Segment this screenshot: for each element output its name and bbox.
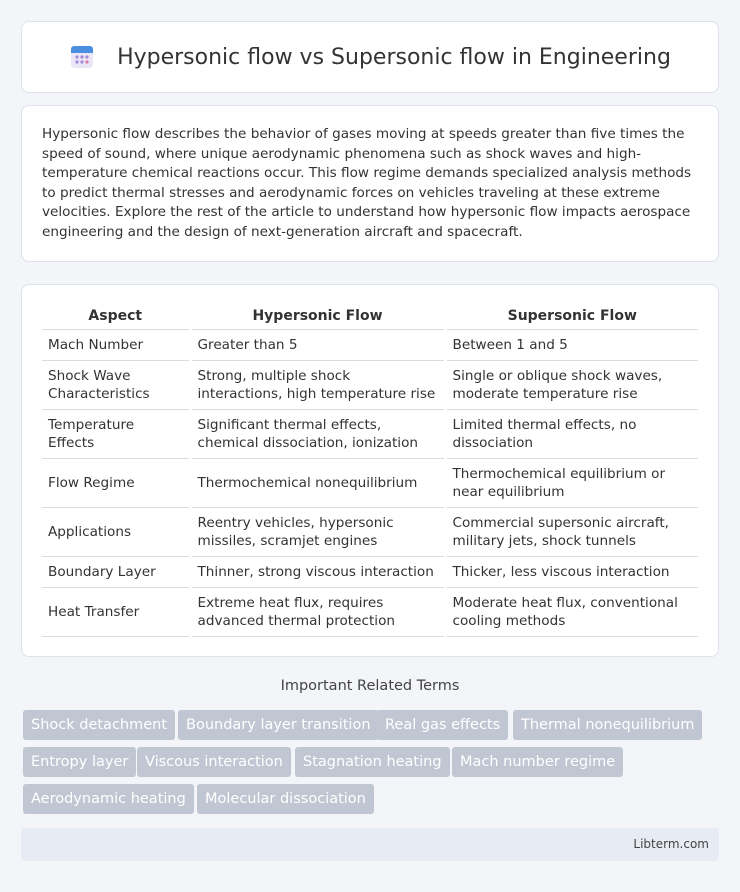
table-cell: Between 1 and 5 (445, 329, 698, 360)
intro-paragraph: Hypersonic flow describes the behavior of gases moving at speeds greater than five times the speed of sound, where unique aerodynamic phenomena such as shock waves and high-temperature chemical reactions occur. This flow regime demands specialized analysis methods to predict thermal stresses and aerodynamic forces on vehicles traveling at these extreme velocities. Explore the rest of the article to understand how hypersonic flow impacts aerospace engineering and the design of next-generation aircraft and spacecraft. (42, 126, 692, 240)
intro-card (21, 105, 719, 262)
term-tag[interactable]: Stagnation heating (295, 747, 450, 777)
table-row (42, 556, 698, 587)
table-cell: Reentry vehicles, hypersonic missiles, scramjet engines (190, 507, 445, 556)
term-tag[interactable]: Entropy layer (23, 747, 136, 777)
table-cell: Strong, multiple shock interactions, high temperature rise (190, 360, 445, 409)
footer (21, 828, 719, 861)
table-cell: Significant thermal effects, chemical dissociation, ionization (190, 409, 445, 458)
table-cell: Shock Wave Characteristics (42, 360, 190, 409)
term-tag[interactable]: Viscous interaction (137, 747, 291, 777)
table-cell: Extreme heat flux, requires advanced thermal protection (190, 587, 445, 636)
term-tag[interactable]: Molecular dissociation (197, 784, 374, 814)
table-header-aspect: Aspect (42, 305, 190, 329)
table-header-hypersonic: Hypersonic Flow (190, 305, 445, 329)
table-cell: Thinner, strong viscous interaction (190, 556, 445, 587)
table-cell: Mach Number (42, 329, 190, 360)
footer-site-link[interactable]: Libterm.com (633, 837, 709, 851)
table-cell: Commercial supersonic aircraft, military jets, shock tunnels (445, 507, 698, 556)
related-terms-title: Important Related Terms (280, 678, 460, 694)
calculator-icon (69, 44, 95, 70)
table-cell: Greater than 5 (190, 329, 445, 360)
term-tag[interactable]: Thermal nonequilibrium (513, 710, 702, 740)
table-cell: Applications (42, 507, 190, 556)
table-row (42, 587, 698, 636)
table-cell: Limited thermal effects, no dissociation (445, 409, 698, 458)
table-row (42, 507, 698, 556)
table-row (42, 360, 698, 409)
table-cell: Flow Regime (42, 458, 190, 507)
table-row (42, 329, 698, 360)
term-tag[interactable]: Shock detachment (23, 710, 175, 740)
table-cell: Temperature Effects (42, 409, 190, 458)
term-tag[interactable]: Boundary layer transition (178, 710, 379, 740)
table-cell: Thermochemical equilibrium or near equilibrium (445, 458, 698, 507)
table-header-supersonic: Supersonic Flow (445, 305, 698, 329)
table-cell: Thicker, less viscous interaction (445, 556, 698, 587)
table-cell: Thermochemical nonequilibrium (190, 458, 445, 507)
term-tag[interactable]: Real gas effects (377, 710, 508, 740)
table-cell: Heat Transfer (42, 587, 190, 636)
table-row (42, 409, 698, 458)
header-card (21, 21, 719, 93)
table-row (42, 458, 698, 507)
page-title: Hypersonic flow vs Supersonic flow in Engineering (117, 44, 671, 70)
table-cell: Boundary Layer (42, 556, 190, 587)
comparison-table (42, 305, 698, 637)
term-tag[interactable]: Aerodynamic heating (23, 784, 194, 814)
table-cell: Moderate heat flux, conventional cooling methods (445, 587, 698, 636)
comparison-table-card (21, 284, 719, 657)
table-cell: Single or oblique shock waves, moderate temperature rise (445, 360, 698, 409)
term-tag[interactable]: Mach number regime (452, 747, 623, 777)
